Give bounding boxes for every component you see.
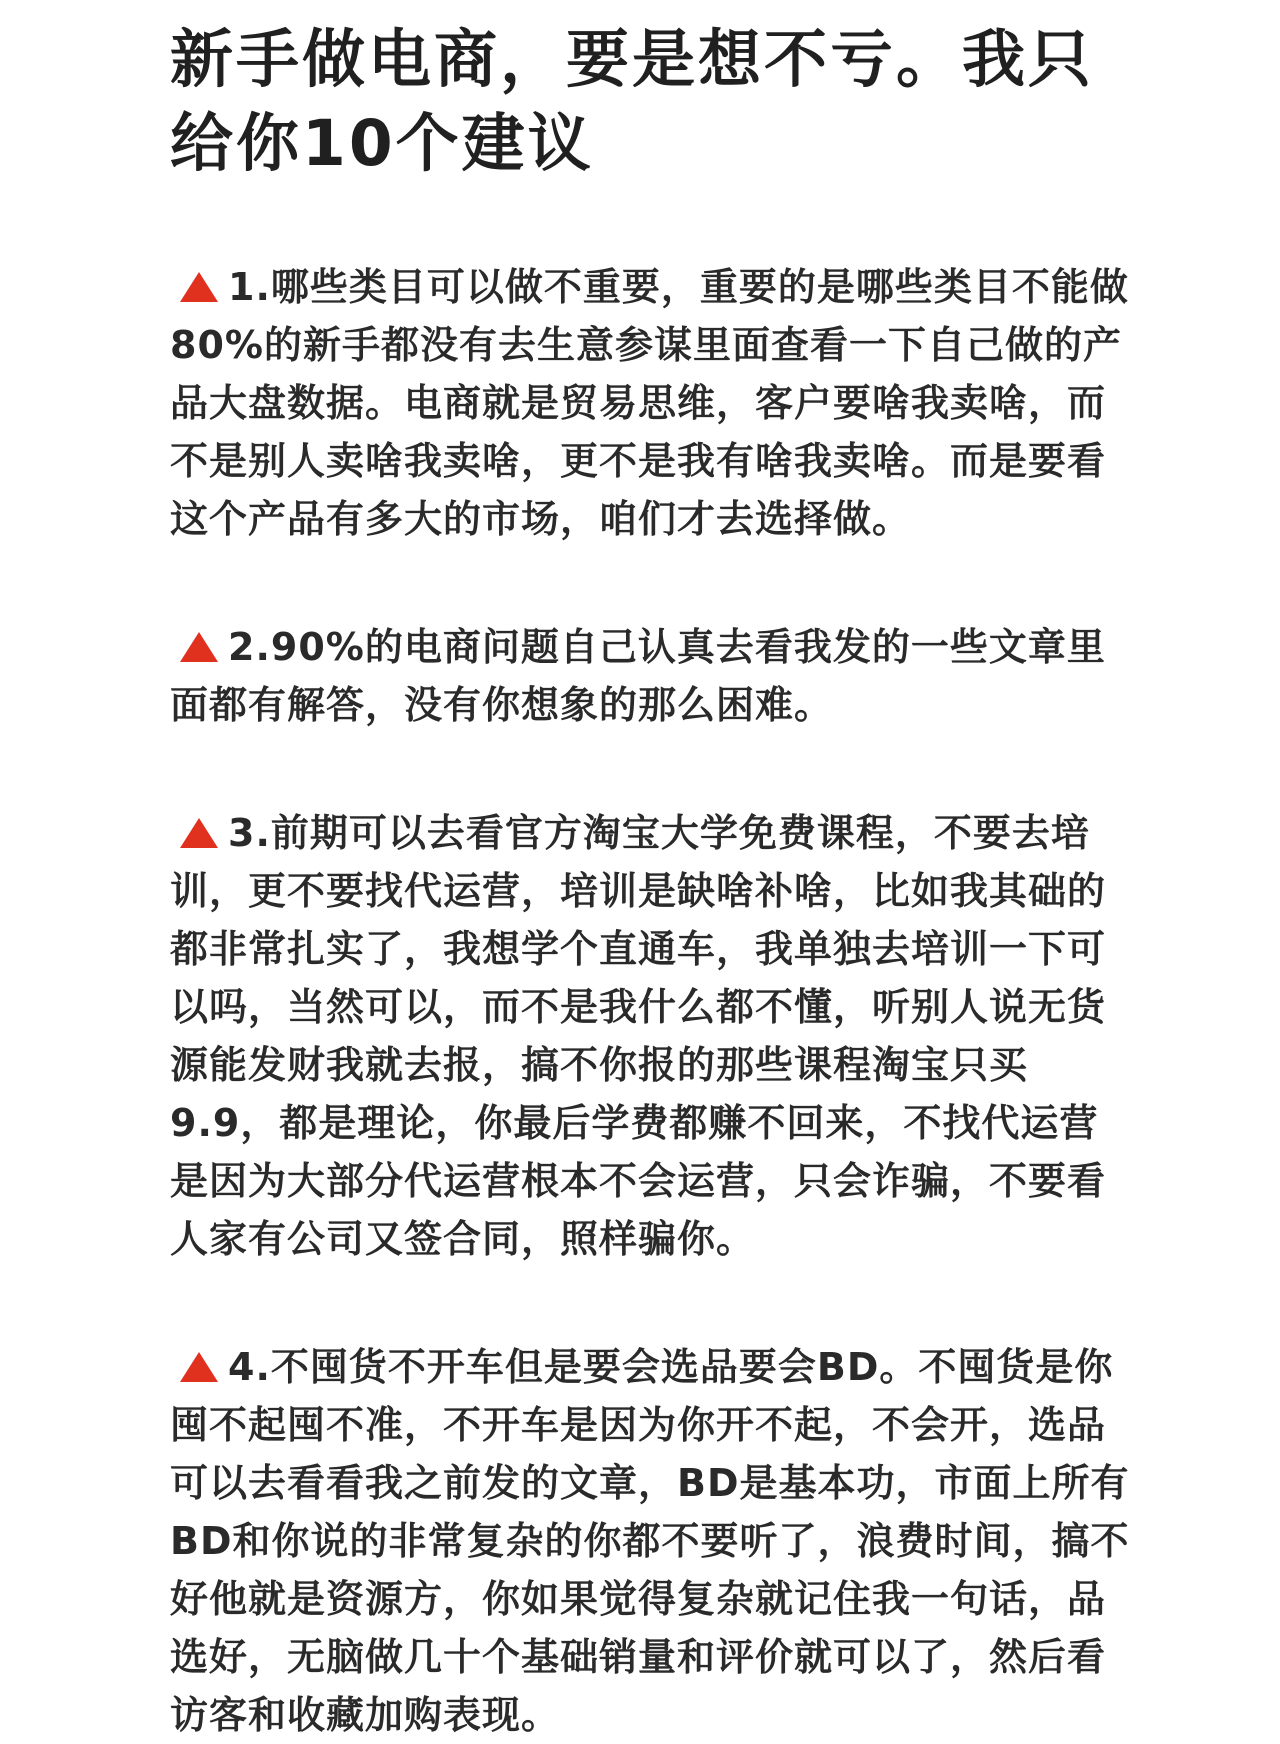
point-text: 2.90%的电商问题自己认真去看我发的一些文章里面都有解答，没有你想象的那么困难。 <box>170 625 1106 727</box>
red-triangle-icon <box>180 632 218 662</box>
red-triangle-icon <box>180 1352 218 1382</box>
point-3 <box>170 804 1130 1268</box>
point-text: 3.前期可以去看官方淘宝大学免费课程，不要去培训，更不要找代运营，培训是缺啥补啥，比如我其础的都非常扎实了，我想学个直通车，我单独去培训一下可以吗，当然可以，而不是我什么都不懂，听别人说无货源能发财我就去报，搞不你报的那些课程淘宝只买9.9，都是理论，你最后学费都赚不回来，不找代运营是因为大部分代运营根本不会运营，只会诈骗，不要看人家有公司又签合同，照样骗你。 <box>170 811 1107 1261</box>
red-triangle-icon <box>180 818 218 848</box>
point-text: 4.不囤货不开车但是要会选品要会BD。不囤货是你囤不起囤不准，不开车是因为你开不起，不会开，选品可以去看看我之前发的文章，BD是基本功，市面上所有BD和你说的非常复杂的你都不要听了，浪费时间，搞不好他就是资源方，你如果觉得复杂就记住我一句话，品选好，无脑做几十个基础销量和评价就可以了，然后看访客和收藏加购表现。 <box>170 1345 1130 1737</box>
point-2 <box>170 618 1130 734</box>
point-1 <box>170 258 1130 548</box>
point-4 <box>170 1338 1130 1744</box>
point-text: 1.哪些类目可以做不重要，重要的是哪些类目不能做80%的新手都没有去生意参谋里面查看一下自己做的产品大盘数据。电商就是贸易思维，客户要啥我卖啥，而不是别人卖啥我卖啥，更不是我有啥我卖啥。而是要看这个产品有多大的市场，咱们才去选择做。 <box>170 265 1129 541</box>
red-triangle-icon <box>180 272 218 302</box>
article-title: 新手做电商，要是想不亏。我只给你10个建议 <box>170 23 1094 180</box>
